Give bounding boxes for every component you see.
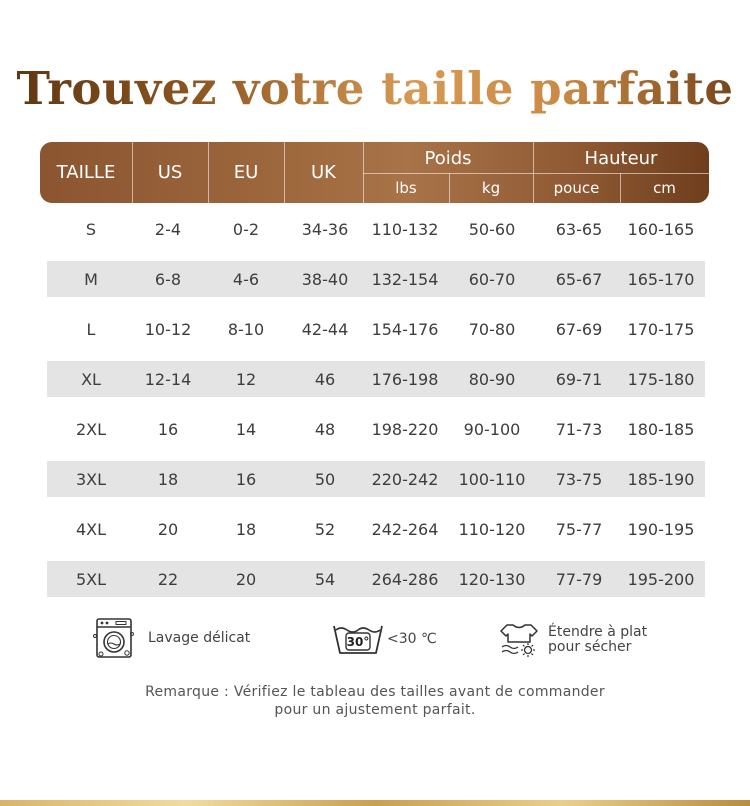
cell-cm: 170-175 [627, 319, 695, 339]
cell-uk: 34-36 [301, 219, 349, 239]
cell-pouce: 75-77 [555, 519, 603, 539]
header-taille: TAILLE [56, 162, 116, 183]
cell-cm: 195-200 [627, 569, 695, 589]
remark-note [0, 683, 750, 719]
wash-tub-30-icon [332, 622, 384, 656]
cell-uk: 50 [314, 469, 336, 489]
page-title: Trouvez votre taille parfaite [0, 62, 750, 115]
cell-cm: 180-185 [627, 419, 695, 439]
cell-lbs: 110-132 [371, 219, 439, 239]
table-row [47, 211, 705, 247]
table-row [47, 461, 705, 497]
header-pouce: pouce [553, 179, 600, 197]
dry-label-line1: Étendre à plat [548, 624, 648, 640]
cell-us: 20 [157, 519, 179, 539]
cell-kg: 80-90 [468, 369, 516, 389]
cell-eu: 18 [235, 519, 257, 539]
cell-lbs: 132-154 [371, 269, 439, 289]
care-dry-flat [499, 622, 647, 658]
cell-kg: 110-120 [458, 519, 526, 539]
cell-lbs: 264-286 [371, 569, 439, 589]
table-row [47, 261, 705, 297]
header-us: US [157, 162, 183, 183]
cell-taille: 2XL [75, 419, 107, 439]
dry-label-line2: pour sécher [548, 639, 632, 655]
cell-uk: 48 [314, 419, 336, 439]
cell-uk: 54 [314, 569, 336, 589]
cell-lbs: 154-176 [371, 319, 439, 339]
cell-kg: 90-100 [463, 419, 521, 439]
header-cm: cm [653, 179, 676, 197]
cell-taille: S [85, 219, 97, 239]
cell-kg: 100-110 [458, 469, 526, 489]
cell-kg: 50-60 [468, 219, 516, 239]
cell-eu: 20 [235, 569, 257, 589]
cell-pouce: 77-79 [555, 569, 603, 589]
cell-uk: 42-44 [301, 319, 349, 339]
cell-eu: 16 [235, 469, 257, 489]
cell-us: 10-12 [144, 319, 192, 339]
remark-line1: Remarque : Vérifiez le tableau des tailles avant de commander [145, 684, 605, 700]
table-row [47, 561, 705, 597]
cell-us: 22 [157, 569, 179, 589]
cell-eu: 0-2 [232, 219, 260, 239]
cell-taille: XL [81, 369, 101, 389]
header-eu: EU [233, 162, 259, 183]
cell-us: 16 [157, 419, 179, 439]
header-hauteur: Hauteur [584, 148, 658, 169]
cell-us: 12-14 [144, 369, 192, 389]
cell-eu: 12 [235, 369, 257, 389]
cell-us: 2-4 [154, 219, 182, 239]
cell-taille: 5XL [75, 569, 107, 589]
wash-label: Lavage délicat [148, 629, 251, 646]
cell-taille: L [86, 319, 96, 339]
cell-lbs: 198-220 [371, 419, 439, 439]
cell-uk: 52 [314, 519, 336, 539]
cell-cm: 190-195 [627, 519, 695, 539]
remark-line2: pour un ajustement parfait. [274, 702, 476, 718]
table-row [47, 361, 705, 397]
cell-pouce: 71-73 [555, 419, 603, 439]
bottom-decor-bar [0, 800, 750, 806]
cell-us: 18 [157, 469, 179, 489]
cell-lbs: 220-242 [371, 469, 439, 489]
cell-pouce: 69-71 [555, 369, 603, 389]
cell-kg: 70-80 [468, 319, 516, 339]
cell-uk: 46 [314, 369, 336, 389]
table-row [47, 511, 705, 547]
care-wash [92, 616, 250, 660]
cell-eu: 8-10 [227, 319, 265, 339]
cell-taille: 4XL [75, 519, 107, 539]
temp-label: <30 ℃ [387, 630, 437, 647]
cell-kg: 60-70 [468, 269, 516, 289]
header-poids: Poids [424, 148, 472, 169]
cell-kg: 120-130 [458, 569, 526, 589]
cell-taille: M [84, 269, 98, 289]
table-row [47, 411, 705, 447]
cell-pouce: 63-65 [555, 219, 603, 239]
cell-lbs: 176-198 [371, 369, 439, 389]
temp-badge: 30° [346, 635, 370, 649]
table-row [47, 311, 705, 347]
header-lbs: lbs [395, 179, 417, 197]
cell-pouce: 73-75 [555, 469, 603, 489]
cell-pouce: 67-69 [555, 319, 603, 339]
cell-eu: 14 [235, 419, 257, 439]
cell-cm: 160-165 [627, 219, 695, 239]
cell-lbs: 242-264 [371, 519, 439, 539]
cell-cm: 165-170 [627, 269, 695, 289]
cell-uk: 38-40 [301, 269, 349, 289]
cell-pouce: 65-67 [555, 269, 603, 289]
cell-us: 6-8 [154, 269, 182, 289]
cell-cm: 185-190 [627, 469, 695, 489]
washing-machine-icon [92, 616, 136, 660]
header-uk: UK [311, 162, 336, 183]
dry-label [548, 625, 647, 655]
cell-eu: 4-6 [232, 269, 260, 289]
care-temperature [332, 622, 437, 656]
cell-taille: 3XL [75, 469, 107, 489]
dry-flat-icon [499, 622, 539, 658]
size-table-header [40, 142, 709, 203]
cell-cm: 175-180 [627, 369, 695, 389]
header-kg: kg [481, 179, 501, 197]
